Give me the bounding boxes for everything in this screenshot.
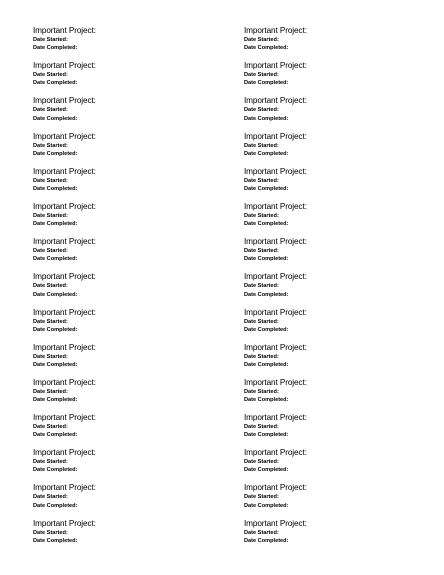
label-column-right <box>244 26 434 554</box>
project-label <box>33 132 223 167</box>
date-completed-label: Date Completed: <box>33 467 78 474</box>
date-started-label: Date Started: <box>244 424 279 431</box>
date-started-label: Date Started: <box>33 72 68 79</box>
date-started-label: Date Started: <box>33 177 68 184</box>
date-completed-label: Date Completed: <box>244 537 289 544</box>
project-label <box>33 61 223 96</box>
date-completed-label: Date Completed: <box>244 185 289 192</box>
project-label <box>244 132 434 167</box>
project-label <box>33 413 223 448</box>
project-title: Important Project: <box>244 26 307 35</box>
date-completed-label: Date Completed: <box>244 502 289 509</box>
date-completed-label: Date Completed: <box>244 326 289 333</box>
project-label <box>33 167 223 202</box>
project-title: Important Project: <box>33 377 96 387</box>
project-label <box>244 519 434 554</box>
date-started-label: Date Started: <box>33 283 68 290</box>
project-label <box>244 26 434 61</box>
project-label <box>33 378 223 413</box>
date-completed-label: Date Completed: <box>244 361 289 368</box>
date-completed-label: Date Completed: <box>33 326 78 333</box>
project-title: Important Project: <box>33 518 96 528</box>
date-started-label: Date Started: <box>244 388 279 395</box>
date-completed-label: Date Completed: <box>244 115 289 122</box>
date-completed-label: Date Completed: <box>33 397 78 404</box>
date-started-label: Date Started: <box>244 72 279 79</box>
date-started-label: Date Started: <box>244 212 279 219</box>
project-title: Important Project: <box>33 272 96 282</box>
project-title: Important Project: <box>33 237 96 247</box>
project-label <box>244 237 434 272</box>
date-started-label: Date Started: <box>33 212 68 219</box>
date-started-label: Date Started: <box>244 248 279 255</box>
project-title: Important Project: <box>33 201 96 211</box>
date-started-label: Date Started: <box>33 529 68 536</box>
date-completed-label: Date Completed: <box>33 221 78 228</box>
date-completed-label: Date Completed: <box>33 150 78 157</box>
label-column-left <box>33 26 223 554</box>
project-label <box>33 308 223 343</box>
date-started-label: Date Started: <box>244 107 279 114</box>
date-started-label: Date Started: <box>244 529 279 536</box>
project-label <box>33 96 223 131</box>
date-completed-label: Date Completed: <box>244 221 289 228</box>
project-title: Important Project: <box>33 61 96 71</box>
date-started-label: Date Started: <box>33 388 68 395</box>
date-completed-label: Date Completed: <box>33 361 78 368</box>
project-title: Important Project: <box>244 61 307 71</box>
date-started-label: Date Started: <box>33 424 68 431</box>
date-started-label: Date Started: <box>33 459 68 466</box>
project-title: Important Project: <box>33 26 96 35</box>
date-completed-label: Date Completed: <box>244 467 289 474</box>
date-completed-label: Date Completed: <box>33 502 78 509</box>
date-started-label: Date Started: <box>33 142 68 149</box>
project-label <box>244 483 434 518</box>
project-label <box>33 26 223 61</box>
project-label <box>244 308 434 343</box>
date-started-label: Date Started: <box>244 142 279 149</box>
date-completed-label: Date Completed: <box>244 45 289 52</box>
date-completed-label: Date Completed: <box>244 291 289 298</box>
project-title: Important Project: <box>244 342 307 352</box>
project-title: Important Project: <box>244 272 307 282</box>
project-title: Important Project: <box>33 96 96 106</box>
project-label <box>244 343 434 378</box>
project-label <box>244 96 434 131</box>
date-started-label: Date Started: <box>244 283 279 290</box>
project-title: Important Project: <box>244 307 307 317</box>
project-title: Important Project: <box>33 483 96 493</box>
project-title: Important Project: <box>244 413 307 423</box>
date-started-label: Date Started: <box>244 177 279 184</box>
date-completed-label: Date Completed: <box>33 185 78 192</box>
project-title: Important Project: <box>244 96 307 106</box>
project-title: Important Project: <box>33 413 96 423</box>
project-title: Important Project: <box>244 483 307 493</box>
project-title: Important Project: <box>244 201 307 211</box>
project-label <box>244 167 434 202</box>
date-completed-label: Date Completed: <box>244 256 289 263</box>
project-label <box>33 202 223 237</box>
project-title: Important Project: <box>33 342 96 352</box>
project-label <box>244 413 434 448</box>
date-completed-label: Date Completed: <box>244 150 289 157</box>
project-title: Important Project: <box>244 166 307 176</box>
project-label <box>244 272 434 307</box>
project-label <box>244 61 434 96</box>
date-completed-label: Date Completed: <box>33 115 78 122</box>
date-started-label: Date Started: <box>33 37 68 43</box>
date-started-label: Date Started: <box>33 107 68 114</box>
project-label <box>244 378 434 413</box>
project-title: Important Project: <box>244 518 307 528</box>
project-label <box>33 272 223 307</box>
project-label <box>33 343 223 378</box>
date-started-label: Date Started: <box>244 318 279 325</box>
date-started-label: Date Started: <box>244 37 279 43</box>
date-completed-label: Date Completed: <box>33 432 78 439</box>
project-label <box>244 202 434 237</box>
project-title: Important Project: <box>244 131 307 141</box>
project-title: Important Project: <box>244 448 307 458</box>
project-title: Important Project: <box>244 377 307 387</box>
project-label <box>33 483 223 518</box>
project-label <box>33 448 223 483</box>
project-title: Important Project: <box>33 131 96 141</box>
date-completed-label: Date Completed: <box>33 256 78 263</box>
date-completed-label: Date Completed: <box>244 432 289 439</box>
date-started-label: Date Started: <box>33 318 68 325</box>
date-started-label: Date Started: <box>33 494 68 501</box>
project-label <box>244 448 434 483</box>
date-completed-label: Date Completed: <box>33 537 78 544</box>
date-started-label: Date Started: <box>244 459 279 466</box>
date-started-label: Date Started: <box>33 248 68 255</box>
project-label <box>33 237 223 272</box>
project-title: Important Project: <box>244 237 307 247</box>
project-title: Important Project: <box>33 307 96 317</box>
project-title: Important Project: <box>33 166 96 176</box>
date-completed-label: Date Completed: <box>33 45 78 52</box>
date-started-label: Date Started: <box>244 494 279 501</box>
date-completed-label: Date Completed: <box>33 291 78 298</box>
project-title: Important Project: <box>33 448 96 458</box>
date-started-label: Date Started: <box>33 353 68 360</box>
project-label <box>33 519 223 554</box>
date-started-label: Date Started: <box>244 353 279 360</box>
date-completed-label: Date Completed: <box>244 80 289 87</box>
date-completed-label: Date Completed: <box>244 397 289 404</box>
date-completed-label: Date Completed: <box>33 80 78 87</box>
